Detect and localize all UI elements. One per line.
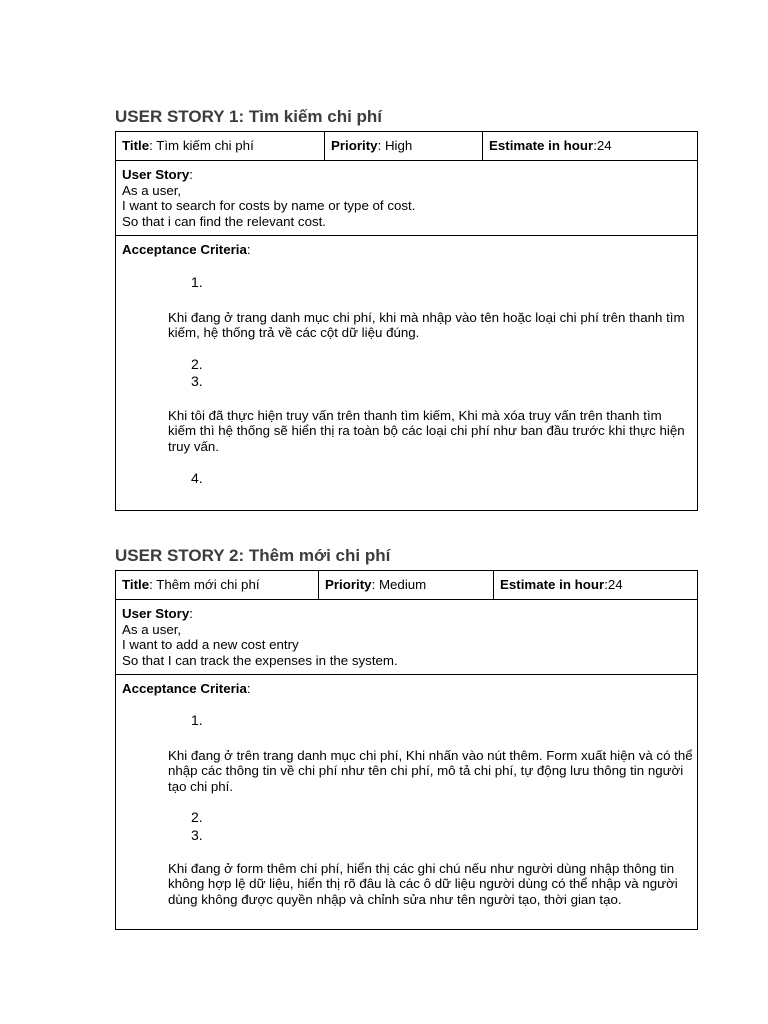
estimate-label: Estimate in hour <box>489 138 594 154</box>
user-story-cell <box>116 600 698 675</box>
story-table <box>115 570 698 930</box>
list-number: 2. <box>191 355 203 372</box>
priority-value: : High <box>377 138 413 154</box>
story-table <box>115 131 698 511</box>
story-heading: USER STORY 2: Thêm mới chi phí <box>115 546 391 565</box>
priority-label: Priority <box>325 577 372 593</box>
title-label: Title <box>122 577 150 593</box>
title-cell <box>116 132 325 161</box>
user-story-colon: : <box>189 167 193 182</box>
title-label: Title <box>122 138 150 154</box>
estimate-label: Estimate in hour <box>500 577 605 593</box>
priority-cell <box>319 571 494 600</box>
user-story-line: I want to add a new cost entry <box>122 637 299 652</box>
list-item-text: Khi đang ở form thêm chi phí, hiển thị các ghi chú nếu như người dùng nhập thông tin không hợp lệ dữ liệu, hiển thị rõ đâu là các ô dữ liệu người dùng có thể nhập và người dùng không được quyền nhập và chỉnh sửa như tên người tạo, thời gian tạo. <box>168 860 678 907</box>
user-story-cell <box>116 161 698 236</box>
user-story-line: So that I can track the expenses in the system. <box>122 652 398 668</box>
priority-cell <box>325 132 483 161</box>
list-item-text: Khi đang ở trang danh mục chi phí, khi mà nhập vào tên hoặc loại chi phí trên thanh tìm kiếm, hệ thống trả về các cột dữ liệu đúng. <box>168 309 685 340</box>
list-item-text: Khi tôi đã thực hiện truy vấn trên thanh tìm kiếm, Khi mà xóa truy vấn trên thanh tìm kiếm thì hệ thống sẽ hiển thị ra toàn bộ các loại chi phí như ban đầu trước khi thực hiện truy vấn. <box>168 407 685 454</box>
list-number: 1. <box>191 711 203 728</box>
title-value: : Thêm mới chi phí <box>149 577 260 593</box>
user-story-1 <box>115 106 697 511</box>
priority-value: : Medium <box>371 577 427 593</box>
user-story-label: User Story <box>122 606 190 621</box>
list-number: 1. <box>191 273 203 290</box>
story-heading: USER STORY 1: Tìm kiếm chi phí <box>115 107 383 126</box>
list-number: 2. <box>191 808 203 825</box>
user-story-label: User Story <box>122 167 190 182</box>
estimate-value: :24 <box>604 577 623 593</box>
estimate-value: :24 <box>593 138 612 154</box>
user-story-line: So that i can find the relevant cost. <box>122 213 327 229</box>
list-number: 3. <box>191 372 203 389</box>
acceptance-criteria-cell <box>116 236 698 511</box>
list-number: 4. <box>191 469 203 486</box>
priority-label: Priority <box>331 138 378 154</box>
title-value: : Tìm kiếm chi phí <box>149 138 254 154</box>
acceptance-criteria-label: Acceptance Criteria <box>122 681 247 696</box>
acceptance-criteria-label: Acceptance Criteria <box>122 242 247 257</box>
estimate-cell <box>483 132 698 161</box>
list-number: 3. <box>191 826 203 843</box>
user-story-line: As a user, <box>122 621 182 637</box>
acceptance-criteria-colon: : <box>246 242 251 257</box>
user-story-2 <box>115 545 697 930</box>
user-story-line: I want to search for costs by name or type of cost. <box>122 198 416 213</box>
acceptance-criteria-colon: : <box>246 681 251 696</box>
title-cell <box>116 571 319 600</box>
acceptance-criteria-cell <box>116 675 698 930</box>
user-story-line: As a user, <box>122 182 182 198</box>
user-story-colon: : <box>189 606 193 621</box>
estimate-cell <box>494 571 698 600</box>
list-item-text: Khi đang ở trên trang danh mục chi phí, Khi nhấn vào nút thêm. Form xuất hiện và có thể nhập các thông tin về chi phí như tên chi phí, mô tả chi phí, tự động lưu thông tin người tạo chi phí. <box>168 747 693 794</box>
